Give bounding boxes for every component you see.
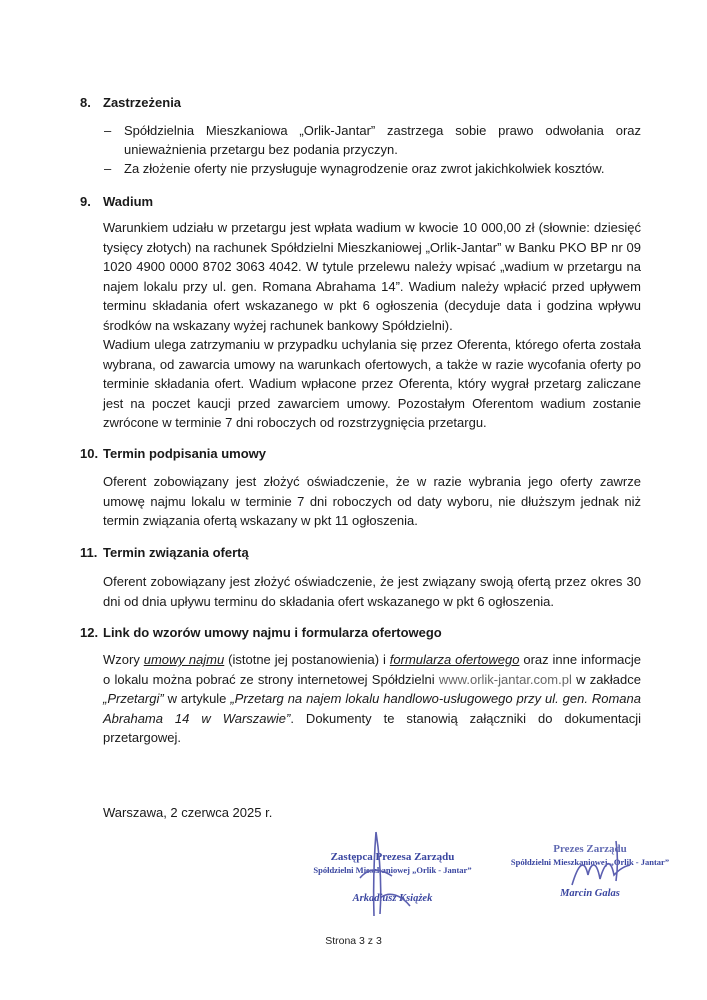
stamp-name: Marcin Galas [560, 888, 620, 899]
section-8-heading [80, 94, 640, 112]
text-fragment: w artykule [163, 691, 231, 706]
section-8-item-1: Spółdzielnia Mieszkaniowa „Orlik-Jantar” zastrzega sobie prawo odwołania oraz unieważnienia przetargu bez podania przyczyn. [124, 123, 641, 157]
website-link[interactable]: www.orlik-jantar.com.pl [438, 671, 572, 687]
stamp-org: Spółdzielni Mieszkaniowej „Orlik - Jantar” [510, 857, 670, 867]
bullet-dash: – [104, 123, 112, 138]
section-9-number: 9. [80, 194, 91, 209]
stamp-org: Spółdzielni Mieszkaniowej „Orlik - Jantar” [313, 865, 472, 875]
stamp-name: Arkadiusz Książek [352, 893, 433, 904]
section-11-title: Termin związania ofertą [103, 545, 249, 560]
section-10-number: 10. [80, 446, 99, 461]
section-12-title: Link do wzorów umowy najmu i formularza ofertowego [103, 625, 442, 640]
section-8-item-2: Za złożenie oferty nie przysługuje wynagrodzenie oraz zwrot jakichkolwiek kosztów. [124, 161, 605, 176]
section-8-number: 8. [80, 95, 91, 110]
stamp-title: Prezes Zarządu [553, 843, 627, 855]
section-12-number: 12. [80, 625, 99, 640]
section-9-title: Wadium [103, 194, 154, 209]
stamp-title: Zastępca Prezesa Zarządu [330, 851, 455, 863]
page-footer: Strona 3 z 3 [325, 935, 382, 947]
section-9-paragraph-1: Warunkiem udziału w przetargu jest wpłata wadium w kwocie 10 000,00 zł (słownie: dziesięć tysięcy złotych) na rachunek Spółdzielni Mieszkaniowej „Orlik-Jantar” w Banku PKO BP nr 09 1020 4900 0000 8702 3063 4042. W tytule przelewu należy wpisać „wadium w przetargu na najem lokalu przy ul. gen. Romana Abrahama 14”. Wadium należy wpłacić przed upływem terminu składania ofert wskazanego w pkt 6 ogłoszenia (decyduje data i godzina wpływu środków na wskazany wyżej rachunek bankowy Spółdzielni). [103, 220, 641, 333]
offer-form-link[interactable]: formularza ofertowego [389, 652, 520, 667]
section-12-paragraph [103, 650, 641, 748]
lease-agreement-link[interactable]: umowy najmu [143, 652, 225, 667]
section-10-heading [80, 445, 640, 463]
place-date: Warszawa, 2 czerwca 2025 r. [103, 805, 273, 820]
section-11-number: 11. [80, 545, 98, 560]
section-8-title: Zastrzeżenia [103, 95, 182, 110]
text-fragment: Wzory [103, 652, 144, 667]
section-12-heading [80, 624, 640, 642]
article-title: „Przetarg na najem lokalu handlowo-usługowego przy ul. gen. Romana Abrahama 14 w Warszawie” [103, 691, 641, 726]
handwritten-signature-right [560, 835, 640, 895]
tab-name: „Przetargi” [103, 691, 164, 706]
text-fragment: . Dokumenty te stanowią załączniki do dokumentacji przetargowej. [103, 710, 642, 745]
text-fragment: (istotne jej postanowienia) i [224, 652, 390, 667]
section-11-heading [80, 544, 640, 562]
section-11-paragraph: Oferent zobowiązany jest złożyć oświadczenie, że jest związany swoją ofertą przez okres 30 dni od dnia upływu terminu do składania ofert wskazanego w pkt 6 ogłoszenia. [103, 574, 641, 609]
text-fragment: w zakładce [571, 671, 641, 687]
section-9-paragraph-2: Wadium ulega zatrzymaniu w przypadku uchylania się przez Oferenta, którego oferta została wybrana, od zawarcia umowy na warunkach ofertowych, a także w razie wycofania oferty po terminie składania ofert. Wadium wpłacone przez Oferenta, który wygrał przetarg zaliczane jest na poczet kaucji przed zawarciem umowy. Pozostałym Oferentom wadium zostanie zwrócone w terminie 7 dni roboczych od rozstrzygnięcia przetargu. [103, 337, 641, 430]
handwritten-signature-left [340, 828, 430, 920]
bullet-dash: – [104, 161, 112, 176]
section-9-heading [80, 193, 640, 211]
text-fragment: oraz inne informacje o lokalu można pobrać ze strony internetowej Spółdzielni [103, 652, 641, 687]
section-10-paragraph: Oferent zobowiązany jest złożyć oświadczenie, że w razie wybrania jego oferty zawrze umowę najmu lokalu w terminie 7 dni roboczych od daty wyboru, nie dłuższym jednak niż termin związania ofertą wskazany w pkt 11 ogłoszenia. [103, 474, 641, 528]
section-10-title: Termin podpisania umowy [103, 446, 267, 461]
